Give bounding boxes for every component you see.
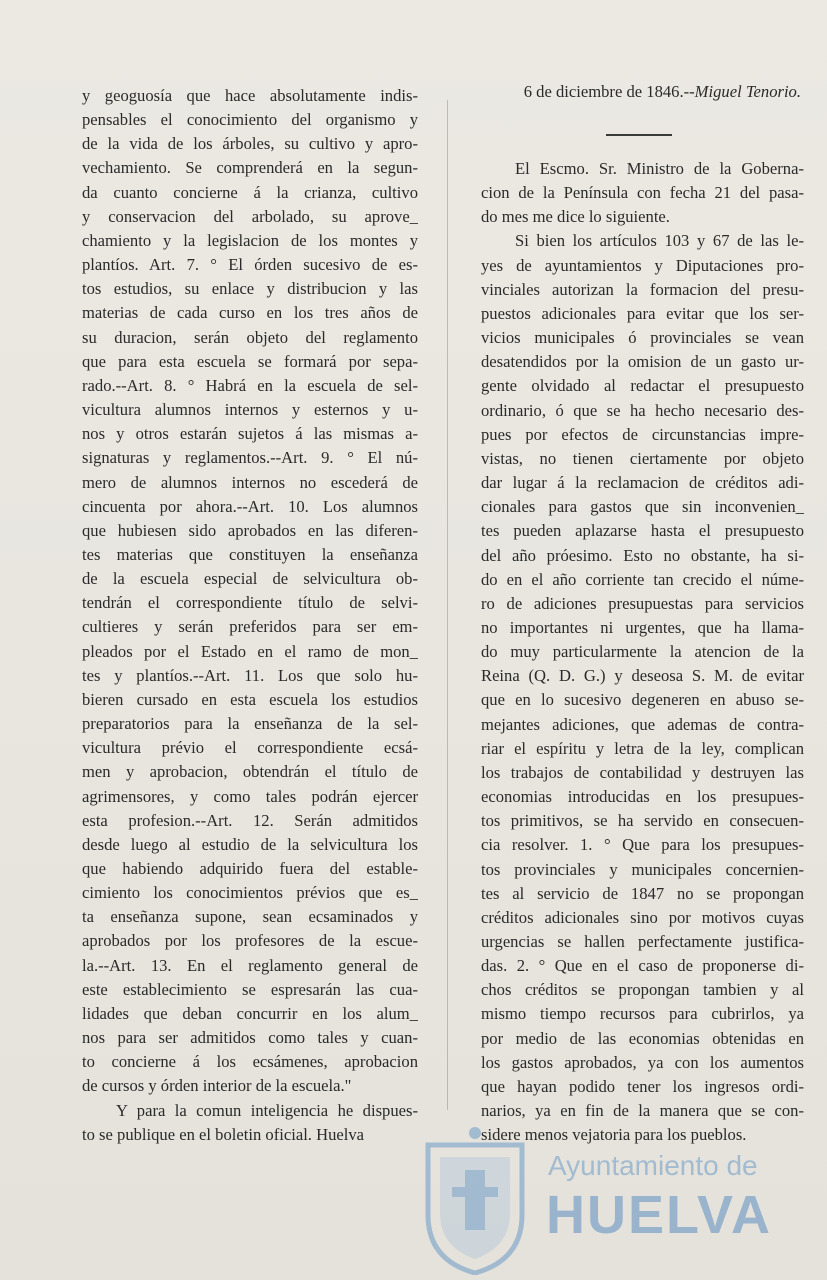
text-line: cimiento los conocimientos prévios que es_ bbox=[82, 883, 418, 903]
text-line: signaturas y reglamentos.--Art. 9. ° El nú- bbox=[82, 448, 418, 468]
text-line: cincuenta por ahora.--Art. 10. Los alumnos bbox=[82, 496, 418, 516]
text-line: no importantes ni urgentes, que ha llama- bbox=[481, 617, 804, 637]
text-line: mejantes adiciones, que ademas de contra- bbox=[481, 714, 804, 734]
column-divider bbox=[447, 100, 448, 1110]
coat-of-arms-icon bbox=[420, 1125, 530, 1275]
text-line: del año próesimo. Esto no obstante, ha si- bbox=[481, 545, 804, 565]
text-line: cia resolver. 1. ° Que para los presupues- bbox=[481, 835, 804, 855]
text-line: vistas, no tienen ciertamente por objeto bbox=[481, 448, 804, 468]
text-line: riar el espíritu y letra de la ley, complican bbox=[481, 738, 804, 758]
text-line: la.--Art. 13. En el reglamento general de bbox=[82, 955, 418, 975]
text-line: vinciales autorizan la formacion del presu- bbox=[481, 279, 804, 299]
text-line: tes materias que constituyen la enseñanza bbox=[82, 544, 418, 564]
text-line: su duracion, serán objeto del reglamento bbox=[82, 327, 418, 347]
text-line: vechamiento. Se comprenderá en la segun- bbox=[82, 158, 418, 178]
text-line: tos primitivos, se ha servido en consecuen- bbox=[481, 811, 804, 831]
text-line: que para esta escuela se formará por sepa- bbox=[82, 351, 418, 371]
text-line: pensables el conocimiento del organismo y bbox=[82, 110, 418, 130]
text-line: materias de cada curso en los tres años de bbox=[82, 303, 418, 323]
text-line: de cursos y órden interior de la escuela." bbox=[82, 1076, 352, 1096]
text-line: vicultura alumnos internos y esternos y u- bbox=[82, 400, 418, 420]
text-line: desde luego al estudio de la selvicultura los bbox=[82, 834, 418, 854]
text-line: yes de ayuntamientos y Diputaciones pro- bbox=[481, 255, 804, 275]
text-line: chos créditos se propongan tambien y al bbox=[481, 980, 804, 1000]
text-line: ro de adiciones presupuestas para servicios bbox=[481, 593, 804, 613]
watermark-line2: HUELVA bbox=[546, 1185, 772, 1245]
text-line: Reina (Q. D. G.) y deseosa S. M. de evitar bbox=[481, 666, 804, 686]
text-line: tes al servicio de 1847 no se propongan bbox=[481, 883, 804, 903]
text-line: esta profesion.--Art. 12. Serán admitidos bbox=[82, 810, 418, 830]
text-line: cionales para gastos que sin inconvenien_ bbox=[481, 497, 804, 517]
text-line: pues por efectos de circunstancias impre- bbox=[481, 424, 804, 444]
text-line: mero de alumnos internos no escederá de bbox=[82, 472, 418, 492]
text-line: chamiento y la legislacion de los montes y bbox=[82, 230, 418, 250]
dateline-signature: Miguel Tenorio. bbox=[694, 82, 801, 101]
text-line: de la escuela especial de selvicultura ob- bbox=[82, 569, 418, 589]
text-line: vicultura prévio el correspondiente ecsá- bbox=[82, 738, 418, 758]
text-line: Y para la comun inteligencia he dispues- bbox=[116, 1100, 418, 1120]
text-line: vicios municipales ó provinciales se vean bbox=[481, 328, 804, 348]
text-line: ordinario, ó que se ha hecho necesario des- bbox=[481, 400, 804, 420]
text-line: créditos adicionales sino por motivos cuyas bbox=[481, 907, 804, 927]
watermark-line1: Ayuntamiento de bbox=[548, 1150, 758, 1181]
text-line: que en lo sucesivo degeneren en abuso se- bbox=[481, 690, 804, 710]
text-line: cultieres y serán preferidos para ser em- bbox=[82, 617, 418, 637]
text-line: tos provinciales y municipales concernien- bbox=[481, 859, 804, 879]
text-line: que hayan podido tener los ingresos ordi- bbox=[481, 1076, 804, 1096]
text-line: agrimensores, y como tales podrán ejercer bbox=[82, 786, 418, 806]
text-line: pleados por el Estado en el ramo de mon_ bbox=[82, 641, 418, 661]
text-line: tos estudios, su enlace y distribucion y las bbox=[82, 279, 418, 299]
text-line: puestos adicionales para evitar que los ser- bbox=[481, 303, 804, 323]
text-line: por medio de las economias obtenidas en bbox=[481, 1028, 804, 1048]
text-line: nos y otros estarán sujetos á las mismas a- bbox=[82, 424, 418, 444]
text-line: economias introducidas en los presupues- bbox=[481, 787, 804, 807]
right-column bbox=[481, 84, 804, 1147]
text-line: que hubiesen sido aprobados en las diferen- bbox=[82, 520, 418, 540]
dateline-date: 6 de diciembre de 1846.-- bbox=[523, 82, 695, 101]
text-line: da cuanto concierne á la crianza, cultivo bbox=[82, 182, 418, 202]
text-line: tes y plantíos.--Art. 11. Los que solo hu- bbox=[82, 665, 418, 685]
text-line: nos para ser admitidos como tales y cuan- bbox=[82, 1028, 418, 1048]
text-line: rado.--Art. 8. ° Habrá en la escuela de sel- bbox=[82, 375, 418, 395]
text-line: bieren cursado en esta escuela los estudios bbox=[82, 689, 418, 709]
text-line: Si bien los artículos 103 y 67 de las le- bbox=[515, 231, 804, 251]
text-line: aprobados por los profesores de la escue- bbox=[82, 931, 418, 951]
text-line: plantíos. Art. 7. ° El órden sucesivo de es- bbox=[82, 255, 418, 275]
text-line: tendrán el correspondiente título de selvi- bbox=[82, 593, 418, 613]
text-line: los gastos aprobados, ya con los aumentos bbox=[481, 1052, 804, 1072]
text-line: y geoguosía que hace absolutamente indis- bbox=[82, 86, 418, 105]
text-line: dar lugar á la reclamacion de créditos adi- bbox=[481, 473, 804, 493]
text-line: de la vida de los árboles, su cultivo y apro- bbox=[82, 134, 418, 154]
text-line: urgencias se hallen perfectamente justifica- bbox=[481, 932, 804, 951]
text-line: que habiendo adquirido fuera del estable- bbox=[82, 859, 418, 878]
text-line: cion de la Península con fecha 21 del pasa- bbox=[481, 183, 804, 203]
text-line: El Escmo. Sr. Ministro de la Goberna- bbox=[515, 159, 804, 178]
text-line: do muy particularmente la atencion de la bbox=[481, 642, 804, 662]
text-line: sidere menos vejatoria para los pueblos. bbox=[481, 1125, 747, 1145]
text-line: gente olvidado al redactar el presupuesto bbox=[481, 376, 804, 396]
watermark bbox=[420, 1120, 820, 1280]
text-line: men y aprobacion, obtendrán el título de bbox=[82, 762, 418, 782]
text-line: ta enseñanza supone, sean ecsaminados y bbox=[82, 907, 418, 927]
text-line: das. 2. ° Que en el caso de proponerse di- bbox=[481, 956, 804, 976]
text-line: tes pueden aplazarse hasta el presupuesto bbox=[481, 521, 804, 541]
text-line: narios, ya en fin de la manera que se con- bbox=[481, 1101, 804, 1121]
text-line: lidades que deban concurrir en los alum_ bbox=[82, 1003, 418, 1023]
text-line: to se publique en el boletin oficial. Huelva bbox=[82, 1124, 365, 1144]
text-line: este establecimiento se espresarán las cua- bbox=[82, 979, 418, 999]
text-line: los trabajos de contabilidad y destruyen las bbox=[481, 762, 804, 782]
text-line: y conservacion del arbolado, su aprove_ bbox=[82, 206, 418, 226]
text-line: do mes me dice lo siguiente. bbox=[481, 207, 670, 227]
text-line: mismo tiempo recursos para cubrirlos, ya bbox=[481, 1004, 804, 1024]
text-line: preparatorios para la enseñanza de la sel- bbox=[82, 714, 418, 734]
text-line: desatendidos por la omision de un gasto ur- bbox=[481, 352, 804, 372]
text-line: to concierne á los ecsámenes, aprobacion bbox=[82, 1052, 418, 1072]
left-column bbox=[82, 84, 418, 1147]
text-line: do en el año corriente tan crecido el núme- bbox=[481, 569, 804, 589]
